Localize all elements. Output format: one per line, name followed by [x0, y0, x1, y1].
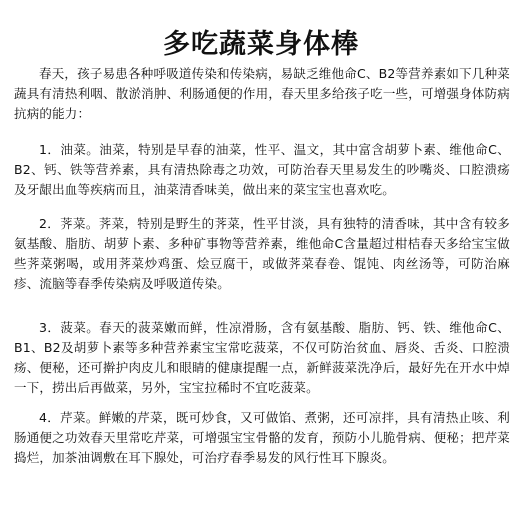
intro-paragraph: 春天，孩子易患各种呼吸道传染和传染病，易缺乏维他命C、B2等营养素如下几种菜蔬具有清热利咽、散淤消肿、利肠通便的作用，春天里多给孩子吃一些，可增强身体防病抗病的能力： — [14, 66, 510, 121]
paragraph-spinach: 3．菠菜。春天的菠菜嫩而鲜，性凉滑肠，含有氨基酸、脂肪、钙、铁、维他命C、B1、B2及胡萝卜素等多种营养素宝宝常吃菠菜，不仅可防治贫血、唇炎、舌炎、口腔溃疡、便秘，还可擀护肉皮儿和眼睛的健康提醒一点，新鲜菠菜洗净后，最好先在开水中焯一下，捞出后再做菜，另外，宝宝拉稀时不宜吃菠菜。 — [14, 320, 510, 395]
article-title: 多吃蔬菜身体棒 — [163, 29, 359, 61]
paragraph-celery: 4．芹菜。鲜嫩的芹菜，既可炒食，又可做馅、煮粥，还可凉拌，具有清热止咳、利肠通便之功效春天里常吃芹菜，可增强宝宝骨骼的发育，预防小儿脆骨病、便秘；把芹菜捣烂，加茶油调敷在耳下腺处，可治疗春季易发的风行性耳下腺炎。 — [14, 410, 510, 465]
paragraph-shepherds-purse: 2．荠菜。荠菜，特别是野生的荠菜，性平甘淡，具有独特的清香味，其中含有较多氨基酸、脂肪、胡萝卜素、多种矿事物等营养素，维他命C含量超过柑桔春天多给宝宝做些荠菜粥喝，或用荠菜炒鸡蛋、烩豆腐干，或做荠菜春卷、馄饨、肉丝汤等，可防治麻疹、流脑等春季传染病及呼吸道传染。 — [14, 216, 510, 291]
paragraph-rapeseed: 1．油菜。油菜，特别是早春的油菜，性平、温文，其中富含胡萝卜素、维他命C、B2、钙、铁等营养素，具有清热除毒之功效，可防治春天里易发生的吵嘴炎、口腔溃疡及牙龈出血等疾病而且，油菜清香味美，做出来的菜宝宝也喜欢吃。 — [14, 142, 510, 197]
